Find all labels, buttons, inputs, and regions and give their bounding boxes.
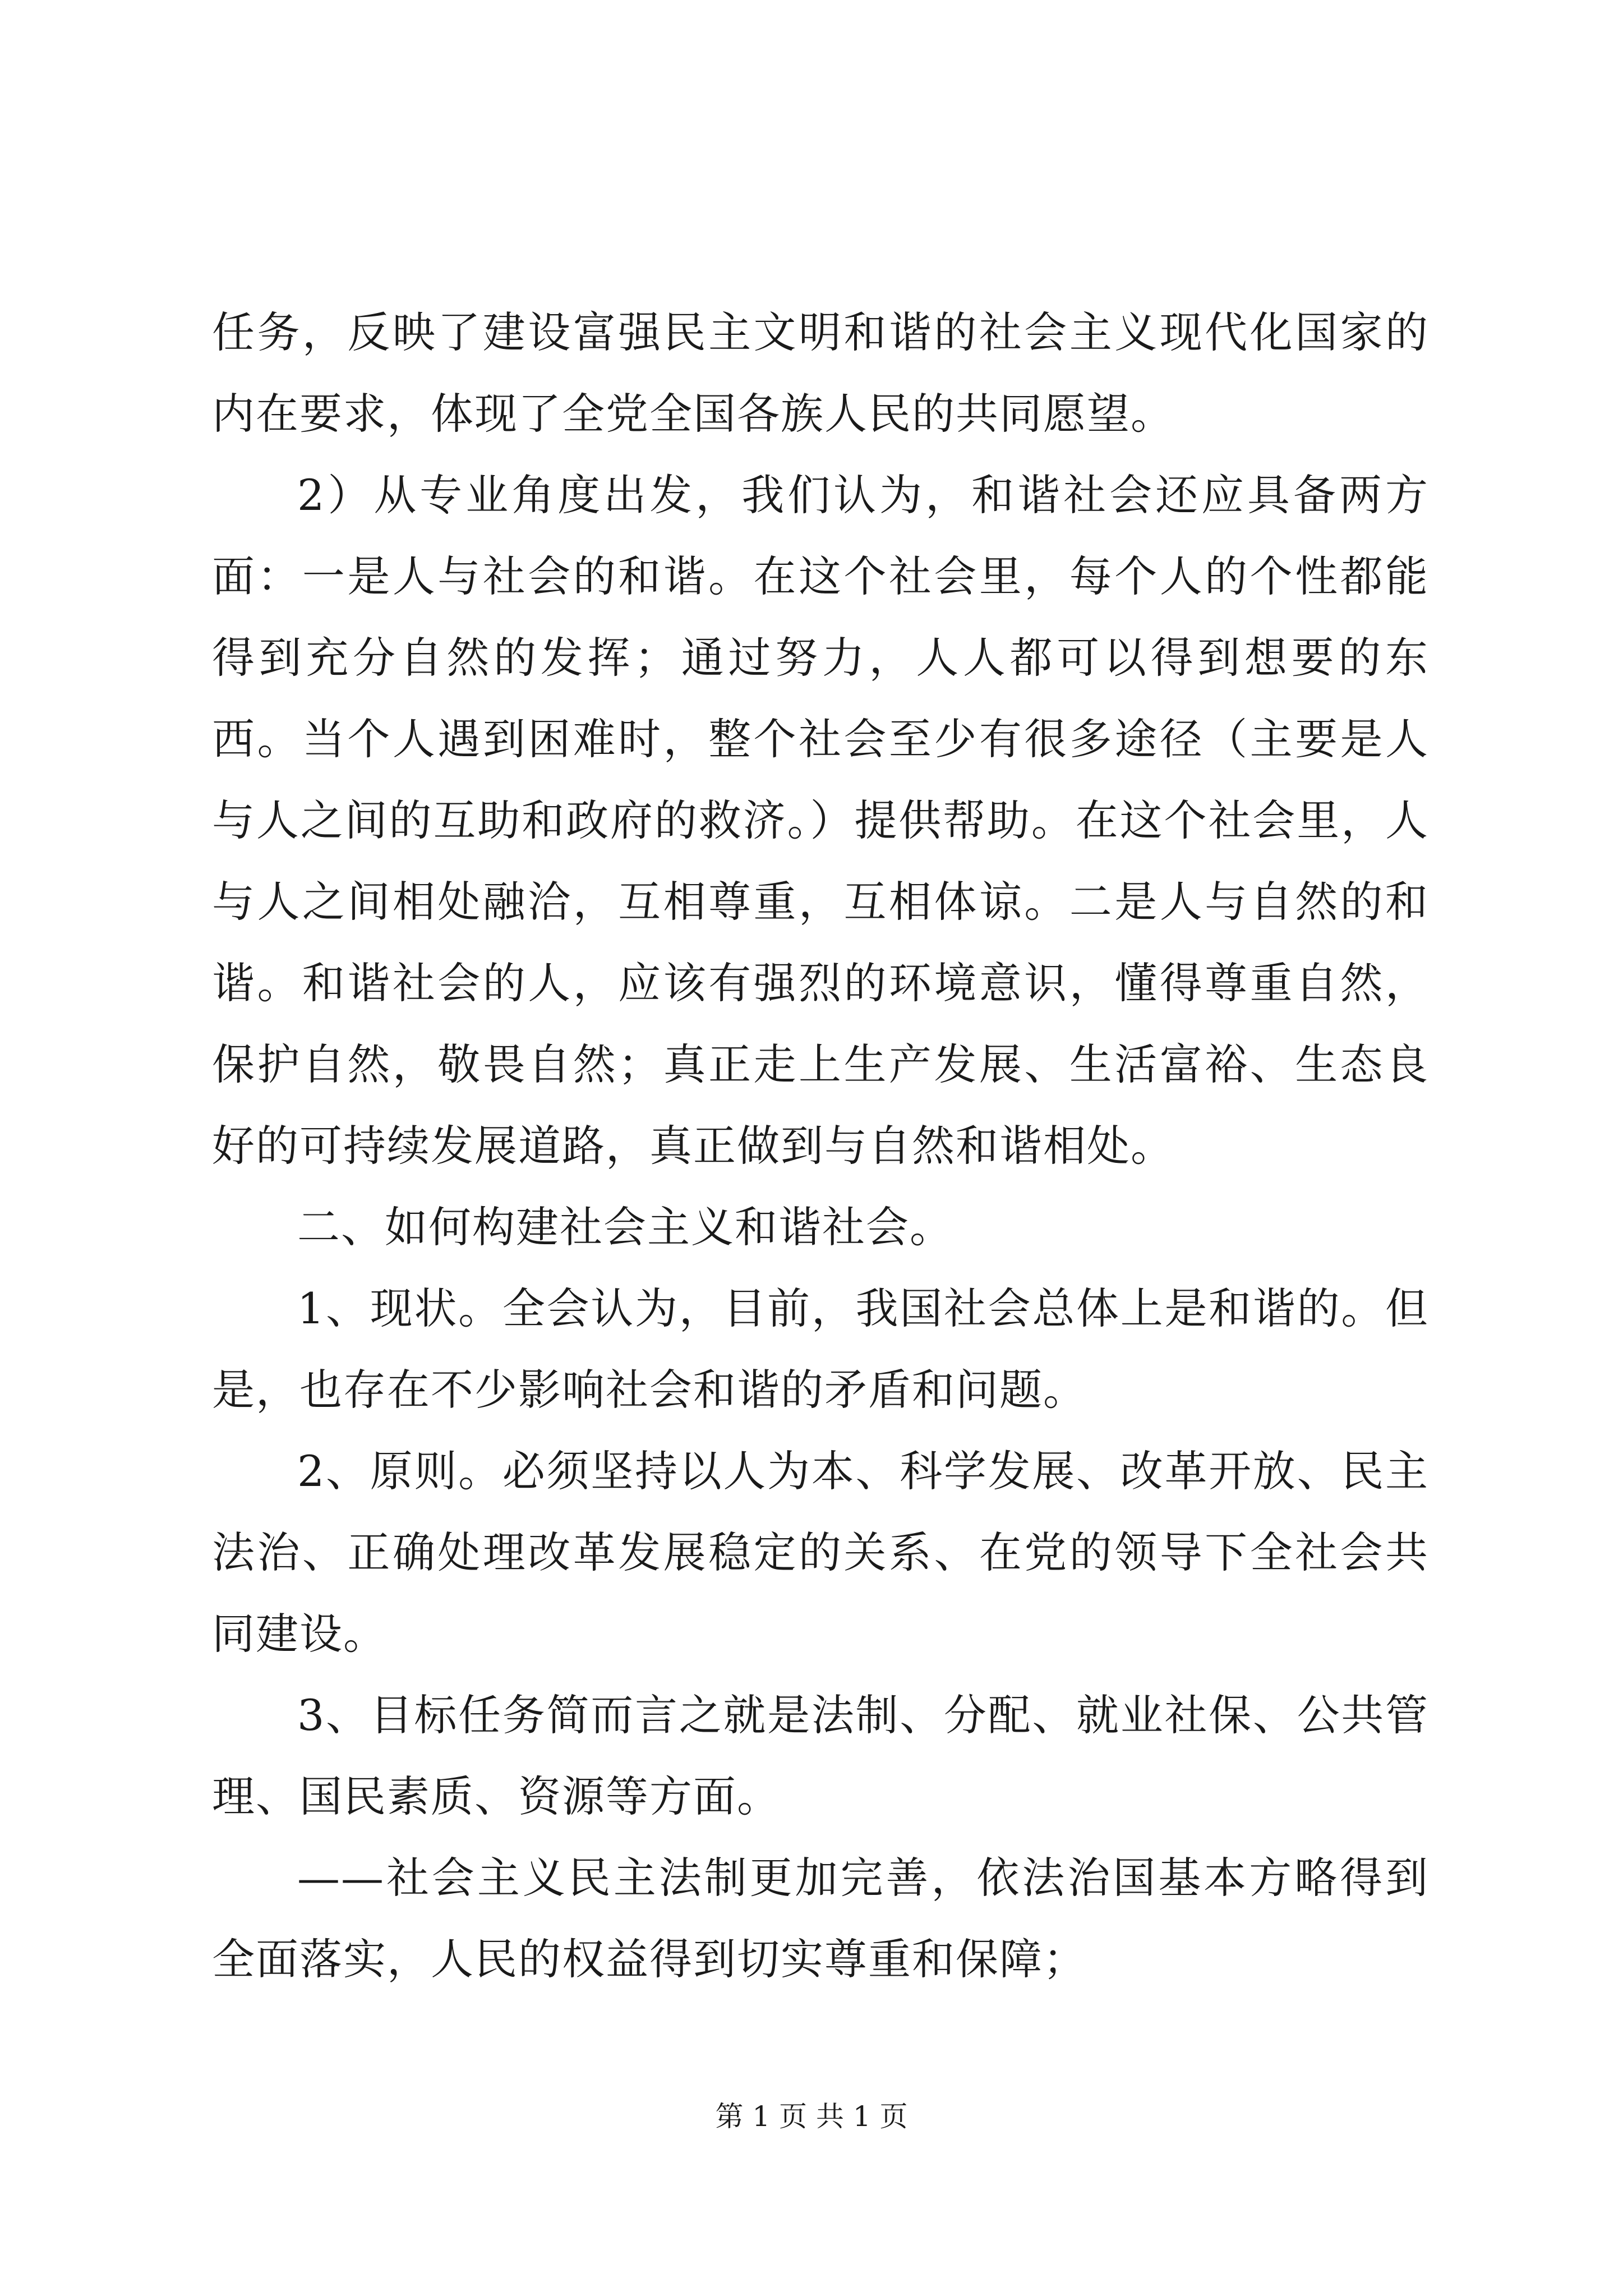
paragraph-continuation: 任务，反映了建设富强民主文明和谐的社会主义现代化国家的内在要求，体现了全党全国各族人民的共同愿望。 — [212, 307, 1429, 439]
paragraph-democracy-rule-of-law: ——社会主义民主法制更加完善，依法治国基本方略得到全面落实，人民的权益得到切实尊重和保障； — [212, 1853, 1429, 1984]
section-heading-how-to-build: 二、如何构建社会主义和谐社会。 — [297, 1202, 953, 1252]
paragraph-harmonious-society-aspects: 2）从专业角度出发，我们认为，和谐社会还应具备两方面：一是人与社会的和谐。在这个社会里，每个人的个性都能得到充分自然的发挥；通过努力，人人都可以得到想要的东西。当个人遇到困难时，整个社会至少有很多途径（主要是人与人之间的互助和政府的救济。）提供帮助。在这个社会里，人与人之间相处融洽，互相尊重，互相体谅。二是人与自然的和谐。和谐社会的人，应该有强烈的环境意识，懂得尊重自然，保护自然，敬畏自然；真正走上生产发展、生活富裕、生态良好的可持续发展道路，真正做到与自然和谐相处。 — [212, 470, 1429, 1171]
paragraph-status: 1、现状。全会认为，目前，我国社会总体上是和谐的。但是，也存在不少影响社会和谐的矛盾和问题。 — [212, 1283, 1429, 1415]
page-footer: 第 1 页 共 1 页 — [715, 2100, 908, 2133]
paragraph-goals: 3、目标任务简而言之就是法制、分配、就业社保、公共管理、国民素质、资源等方面。 — [212, 1690, 1429, 1821]
paragraph-principles: 2、原则。必须坚持以人为本、科学发展、改革开放、民主法治、正确处理改革发展稳定的关系、在党的领导下全社会共同建设。 — [212, 1446, 1429, 1659]
document-body — [212, 292, 1429, 2000]
